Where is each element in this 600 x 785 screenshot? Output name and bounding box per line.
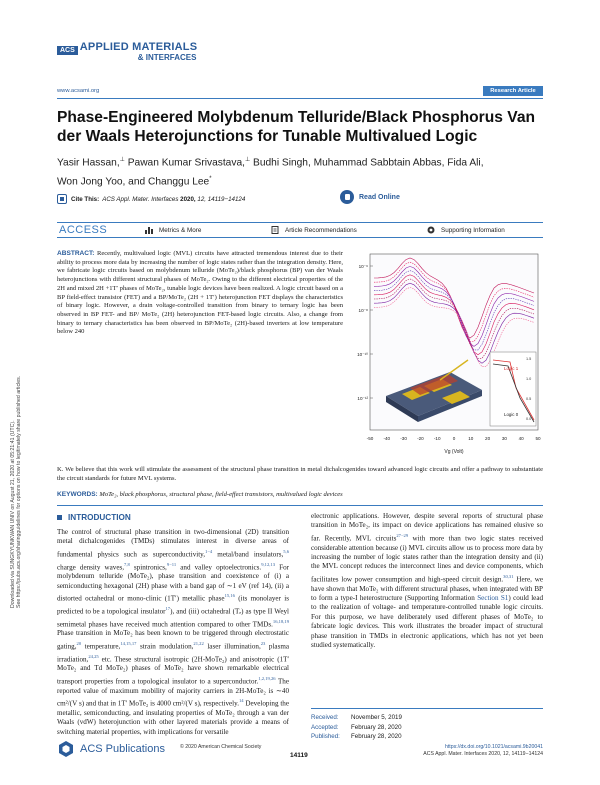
toc-x-tick: 40 [518, 436, 524, 441]
journal-name-line1: APPLIED MATERIALS [79, 41, 198, 53]
body-text: temperature, [81, 642, 121, 651]
author[interactable]: Won Jong Yoo, and Changgu Lee [57, 176, 210, 188]
body-text: (its monolayer is predicted to be a topological insulator [57, 594, 289, 616]
keywords-list: MoTe₂, black phosphorus, structural phase, field-effect transistors, multivalued logic devices [99, 491, 343, 498]
footer-journal-citation: ACS Appl. Mater. Interfaces 2020, 12, 14119−14124 [423, 751, 543, 757]
read-online-button[interactable] [340, 190, 400, 204]
citation-ref[interactable]: 30,31 [503, 573, 514, 579]
author[interactable]: Yasir Hassan, [57, 157, 120, 169]
citation-ref[interactable]: 7,8 [124, 561, 130, 567]
citation-ref[interactable]: 14 [238, 697, 244, 703]
toc-x-tick: 10 [468, 436, 474, 441]
acs-hexagon-icon [57, 740, 75, 758]
body-text: with more than two logic states received considerable attention because (i) MVL circuits allow us to process more data by increasing the number of logic states rather than the integration density and (ii) the MVL concept reduces the interconnect lines and device components, which facilitates low power consumption and high-speed circuit design. [311, 534, 543, 584]
author[interactable]: Pawan Kumar Srivastava, [127, 157, 245, 169]
header-divider [57, 98, 543, 99]
citation-ref[interactable]: 9−11 [166, 561, 177, 567]
journal-logo[interactable] [57, 41, 197, 65]
author-mark: ⊥ [119, 157, 125, 163]
citation-ref[interactable]: 1,2,19,26 [258, 675, 276, 681]
toc-y-tick: 10⁻⁶ [358, 264, 368, 269]
journal-name-line2: & INTERFACES [137, 53, 197, 62]
toc-x-tick: 0 [452, 436, 456, 441]
published-date: February 28, 2020 [351, 733, 402, 741]
metrics-label: Metrics & More [159, 226, 202, 234]
body-text: For molybdenum telluride (MoTe₂), phase transition and coexistence of (i) a semiconducting hexagonal (2H) phase with a band gap of ∼1 eV (ref 14), (ii) a distorted octahedral or mono-clinic (1T′) metallic phase [57, 562, 289, 603]
acs-badge: ACS [57, 46, 78, 55]
access-label: ACCESS [59, 224, 108, 236]
body-text: spintronics, [129, 562, 167, 571]
introduction-heading [57, 513, 131, 522]
footer-citation [390, 744, 543, 758]
toc-graphic[interactable] [350, 248, 543, 462]
toc-inset-tick: 0.5 [526, 397, 532, 401]
supporting-info-link[interactable] [427, 226, 505, 234]
published-row [311, 732, 543, 742]
body-text: Phase transition in MoTe₂ has been known to be triggered through electrostatic gating, [57, 629, 289, 651]
journal-url[interactable]: www.acsami.org [57, 88, 100, 94]
toc-legend-logic1: Logic 1 [504, 366, 519, 371]
body-text: Here, we have shown that MoTe₂ with different structural phases, when integrated with BP to form a type-I heterostructure (Supporting Information [311, 575, 543, 602]
body-text: ) could lead to the realization of voltage- and temperature-controlled tunable logic circuits. For this purpose, we have deliberately used different phases of MoTe₂ to fabricate logic devices. This work illustrates the broader impact of structural phase transition in TMDs in electronic applications, which has not yet been studied systematically. [311, 593, 544, 649]
body-text: metal/band insulators, [212, 550, 284, 559]
intro-right-column [311, 512, 543, 650]
abstract-body: Recently, multivalued logic (MVL) circuits have attracted tremendous interest due to their ability to process more data by increasing the number of logic states rather than the integration density. Here, we fabricate logic circuits based on molybdenum telluride (MoTe₂)/black phosphorus (BP) van der Waals heterojunctions with different structural phases of MoTe₂. Owing to the different electrical properties of the 2H and mixed 2H +1T′ phases of MoTe₂, tunable logic devices have been realized. A logic circuit based on a BP field-effect transistor (FET) and a BP/MoTe₂ (2H + 1T′) heterojunction FET displays the characteristics of binary logic. However, a drain voltage-controlled transition from binary to ternary logic has been observed in BP FET- and BP/ MoTe₂ (2H) heterojunction FET-based logic circuits. Also, a change from binary to ternary characteristics has been observed in BP/MoTe₂ (2H)-based inverters at low temperature below 240 [57, 250, 344, 336]
citation-ref[interactable]: 20 [76, 640, 82, 646]
citation-ref[interactable]: 16,18,19 [272, 618, 289, 624]
supporting-info-icon [427, 226, 435, 234]
cite-volume: 12, [197, 195, 206, 203]
body-text: charge density waves, [57, 562, 125, 571]
book-icon [340, 190, 354, 204]
accepted-row [311, 723, 543, 733]
download-notice [4, 228, 26, 608]
body-text: plasma irradiation, [57, 642, 289, 663]
cite-label: Cite This: [71, 195, 100, 203]
access-bar [57, 222, 543, 238]
toc-x-tick: 30 [501, 436, 507, 441]
toc-legend-logic0: Logic 0 [504, 412, 519, 417]
toc-y-tick: 10⁻¹² [357, 396, 368, 401]
body-text: etc. These structural isotropic (2H-MoTe₂) and anisotropic (1T′ MoTe₂ and Td MoTe₂) phases of MoTe₂ have shown remarkable electrical transport properties from a topological insulator to a superconductor. [57, 654, 289, 686]
doi-link[interactable]: https://dx.doi.org/10.1021/acsami.9b20041 [444, 744, 543, 750]
toc-x-tick: 20 [485, 436, 491, 441]
body-text: The control of structural phase transition in two-dimensional (2D) transition metal dichalcogenides (TMDs) stimulates interest in diverse areas of fundamental physics such as superconductivity, [57, 528, 289, 559]
read-online-label: Read Online [359, 193, 400, 201]
cite-journal: ACS Appl. Mater. Interfaces [102, 195, 179, 203]
citation-ref[interactable]: 21,22 [193, 640, 204, 646]
citation-ref[interactable]: 1−4 [205, 548, 213, 554]
received-label: Received: [311, 714, 339, 721]
received-date: November 5, 2019 [351, 714, 402, 721]
toc-inset-tick: 1.0 [526, 377, 532, 381]
copyright: © 2020 American Chemical Society [180, 744, 262, 750]
supporting-info-label: Supporting Information [441, 226, 505, 234]
toc-x-ticks [367, 436, 541, 441]
body-text: strain modulation, [136, 642, 194, 651]
toc-inset-tick: 0.0 [526, 417, 532, 421]
document-icon [271, 226, 279, 234]
keywords [57, 491, 543, 500]
article-type-badge: Research Article [483, 86, 543, 96]
section-divider [57, 505, 543, 506]
keywords-lead: KEYWORDS: [57, 491, 98, 498]
intro-left-column [57, 528, 289, 737]
toc-x-tick: -50 [366, 436, 374, 441]
citation-ref[interactable]: 14,15,17 [120, 640, 137, 646]
toc-inset-tick: 1.5 [526, 357, 532, 361]
download-notice-line2: See https://pubs.acs.org/sharingguidelines for options on how to legitimately share published articles. [16, 375, 23, 608]
toc-y-tick: 10⁻⁸ [358, 308, 368, 313]
bar-chart-icon [145, 226, 153, 234]
recommendations-label: Article Recommendations [285, 226, 357, 234]
page-number: 14119 [290, 752, 308, 759]
download-notice-line1: Downloaded via SUNGKYUNKWAN UNIV on August 21, 2020 at 05:21:41 (UTC). [10, 420, 16, 608]
body-text: ), and (iii) octahedral (Tₑ) as type II Weyl semimetal phases have received much attention compared to other TMDs. [57, 607, 289, 629]
acs-publications-logo[interactable] [57, 740, 165, 758]
toc-x-tick: 50 [535, 436, 541, 441]
citation-ref[interactable]: 27−29 [396, 532, 409, 538]
article-title: Phase-Engineered Molybdenum Telluride/Black Phosphorus Van der Waals Heterojunctions for Tunable Multivalued Logic [57, 109, 536, 145]
cite-year: 2020, [180, 195, 196, 203]
author-mark: ⊥ [244, 157, 251, 163]
citation-ref[interactable]: 23 [260, 640, 266, 646]
metrics-link[interactable] [145, 226, 201, 234]
body-text: laser illumination, [203, 642, 261, 651]
toc-y-tick: 10⁻¹⁰ [357, 352, 368, 357]
abstract [57, 250, 343, 337]
received-row [311, 713, 543, 723]
citation-ref[interactable]: 9,12,13 [261, 561, 275, 567]
author-list [57, 152, 527, 191]
publisher-name: ACS Publications [80, 743, 165, 755]
citation-ref[interactable]: 5,6 [283, 548, 289, 554]
abstract-lead: ABSTRACT: [57, 250, 95, 257]
body-text: electronic applications. However, despite several reports of structural phase transition in MoTe₂, its impact on device applications has remained elusive so far. Recently, MVL circuits [311, 512, 543, 543]
author[interactable]: Budhi Singh, Muhammad Sabbtain Abbas, Fida Ali, [253, 157, 484, 169]
author-mark: * [209, 176, 212, 183]
cite-this [57, 192, 245, 206]
toc-x-tick: -10 [433, 436, 441, 441]
article-dates [311, 708, 543, 742]
body-text: The reported value of maximum mobility of majority carriers in 2H-MoTe₂ is ∼40 cm²/(V s) and that in 1T′ MoTe₂ is 4000 cm²/(V s), respectively. [57, 677, 289, 708]
published-label: Published: [311, 733, 340, 741]
citation-ref[interactable]: 17 [165, 605, 171, 611]
section-square-icon [57, 515, 62, 520]
body-text: Developing the metallic, semiconducting, and insulating properties of MoTe₂ through a van der Waals (vdW) heterojunction with other layered materials provide a means of switching material properties, with implications for versatile [57, 699, 289, 736]
supporting-section-link[interactable]: Section S1 [477, 593, 509, 602]
abstract-continuation: K. We believe that this work will stimulate the assessment of the structural phase transition in metal dichalcogenides toward advanced logic circuits and offer a pathway to substantiate the circuit standards for future MVL systems. [57, 466, 543, 482]
body-text: and valley optoelectronics. [176, 562, 262, 571]
citation-ref[interactable]: 24,25 [88, 653, 99, 659]
introduction-title: INTRODUCTION [68, 513, 131, 522]
cite-pages: 14119−14124 [207, 195, 246, 203]
recommendations-link[interactable] [271, 226, 357, 234]
cite-text[interactable] [102, 196, 245, 203]
toc-x-tick: -30 [400, 436, 407, 441]
toc-x-axis-label: Vg (Volt) [444, 449, 464, 455]
accepted-label: Accepted: [311, 723, 339, 731]
citation-ref[interactable]: 15,16 [224, 593, 235, 599]
quote-icon [57, 194, 67, 204]
accepted-date: February 28, 2020 [351, 723, 402, 731]
toc-x-tick: -20 [417, 436, 424, 441]
toc-x-tick: -40 [383, 436, 391, 441]
